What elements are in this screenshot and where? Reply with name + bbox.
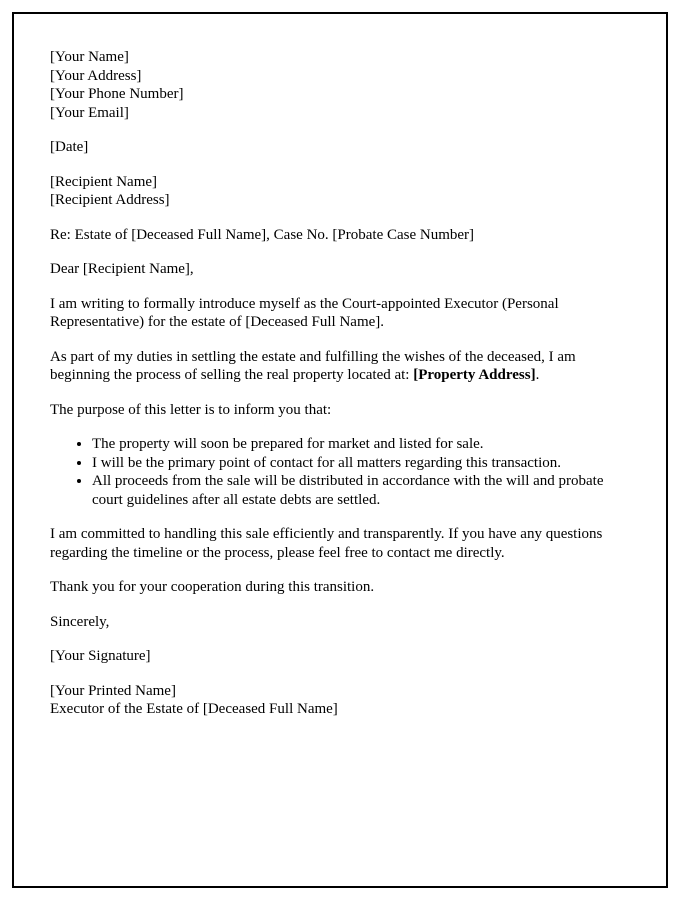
- executor-title-line: Executor of the Estate of [Deceased Full Name]: [50, 701, 338, 717]
- date-placeholder: [Date]: [50, 139, 89, 155]
- recipient-address-placeholder: [Recipient Address]: [50, 192, 170, 208]
- sender-name-placeholder: [Your Name]: [50, 49, 129, 65]
- printed-name-placeholder: [Your Printed Name]: [50, 682, 176, 699]
- date-block: [50, 138, 626, 157]
- salutation: Dear [Recipient Name],: [50, 261, 194, 277]
- bullet-item-point-of-contact: • I will be the primary point of contact for all matters regarding this transaction.: [92, 454, 626, 473]
- bullet-item-proceeds-distribution: • All proceeds from the sale will be distributed in accordance with the will and probate court guidelines after all estate debts are settled.: [92, 472, 626, 509]
- property-address-placeholder: [Property Address]: [413, 367, 536, 383]
- paragraph-property-sale: [50, 348, 622, 385]
- sender-address-placeholder: [Your Address]: [50, 67, 142, 84]
- bullet-list: [50, 435, 626, 509]
- closing: Sincerely,: [50, 613, 110, 630]
- bullet-item-market-listing: • The property will soon be prepared for market and listed for sale.: [92, 435, 626, 454]
- sender-phone-placeholder: [Your Phone Number]: [50, 86, 184, 102]
- signature-placeholder: [Your Signature]: [50, 648, 151, 664]
- paragraph-commitment: I am committed to handling this sale efficiently and transparently. If you have any questions regarding the timeline or the process, please feel free to contact me directly.: [50, 526, 603, 561]
- recipient-block: [50, 173, 626, 210]
- recipient-name-placeholder: [Recipient Name]: [50, 173, 158, 190]
- subject-line: Re: Estate of [Deceased Full Name], Case No. [Probate Case Number]: [50, 226, 475, 243]
- paragraph-thanks: Thank you for your cooperation during this transition.: [50, 579, 375, 595]
- paragraph-property-text: As part of my duties in settling the estate and fulfilling the wishes of the deceased, I am beginning the process of selling the real property located at:: [50, 348, 576, 383]
- signoff-block: [50, 682, 626, 719]
- paragraph-property-period: .: [535, 367, 540, 383]
- letter-page: [12, 12, 668, 888]
- paragraph-introduction: I am writing to formally introduce myself as the Court-appointed Executor (Personal Representative) for the estate of [Deceased Full Name].: [50, 295, 559, 330]
- sender-block: [50, 48, 626, 122]
- sender-email-placeholder: [Your Email]: [50, 104, 129, 121]
- paragraph-purpose: The purpose of this letter is to inform you that:: [50, 401, 332, 418]
